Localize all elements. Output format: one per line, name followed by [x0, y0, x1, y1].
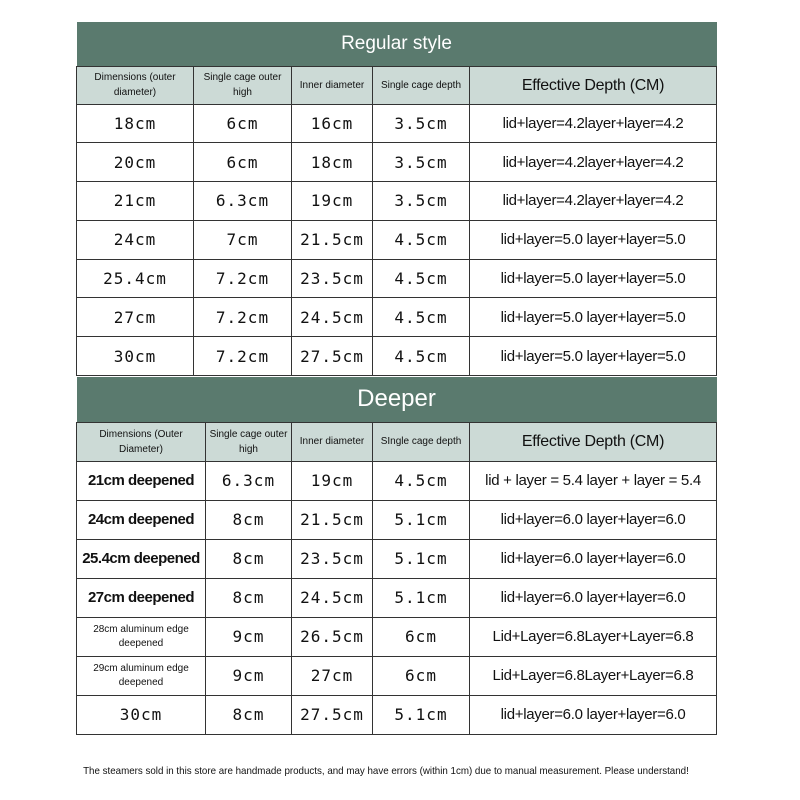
table-row — [77, 337, 717, 376]
table-cell: 8cm — [206, 539, 292, 578]
table-row — [77, 259, 717, 298]
table-row — [77, 104, 717, 143]
table-cell: 25.4cm — [77, 259, 194, 298]
table-cell: 27.5cm — [292, 695, 373, 734]
table-cell: 6cm — [194, 143, 292, 182]
table-cell: 6.3cm — [206, 461, 292, 500]
table-cell: lid+layer=5.0 layer+layer=5.0 — [470, 220, 717, 259]
table-cell: lid+layer=6.0 layer+layer=6.0 — [470, 500, 717, 539]
table-cell: 29cm aluminum edge deepened — [77, 656, 206, 695]
column-header: Dimensions (outer diameter) — [77, 66, 194, 104]
table-cell: 26.5cm — [292, 617, 373, 656]
table-cell: 27.5cm — [292, 337, 373, 376]
table-title: Deeper — [77, 377, 717, 422]
table-cell: 9cm — [206, 617, 292, 656]
table-row — [77, 461, 717, 500]
column-header: Effective Depth (CM) — [470, 422, 717, 461]
table-cell: 21.5cm — [292, 220, 373, 259]
table-cell: 24.5cm — [292, 298, 373, 337]
column-header: Inner diameter — [292, 422, 373, 461]
table-cell: 24.5cm — [292, 578, 373, 617]
table-cell: 20cm — [77, 143, 194, 182]
table-row — [77, 220, 717, 259]
table-row — [77, 500, 717, 539]
footer-note: The steamers sold in this store are handmade products, and may have errors (within 1cm) due to manual measurement. Please understand! — [83, 765, 689, 777]
table-cell: 24cm deepened — [77, 500, 206, 539]
regular-style-table — [76, 22, 717, 376]
table-cell: 3.5cm — [373, 104, 470, 143]
table-cell: 21cm — [77, 182, 194, 221]
table-cell: 4.5cm — [373, 259, 470, 298]
table-cell: Lid+Layer=6.8Layer+Layer=6.8 — [470, 617, 717, 656]
table-cell: lid+layer=4.2layer+layer=4.2 — [470, 143, 717, 182]
table-cell: 6cm — [194, 104, 292, 143]
table-cell: lid+layer=6.0 layer+layer=6.0 — [470, 695, 717, 734]
table-cell: 5.1cm — [373, 695, 470, 734]
table-cell: 7.2cm — [194, 298, 292, 337]
table-cell: 27cm deepened — [77, 578, 206, 617]
table-cell: 23.5cm — [292, 259, 373, 298]
table-row — [77, 143, 717, 182]
column-header: Inner diameter — [292, 66, 373, 104]
table-title: Regular style — [77, 22, 717, 66]
table-cell: 3.5cm — [373, 182, 470, 221]
table-cell: 8cm — [206, 578, 292, 617]
table-cell: 21cm deepened — [77, 461, 206, 500]
column-header: Single cage outer high — [194, 66, 292, 104]
table-cell: 6cm — [373, 617, 470, 656]
table-cell: 27cm — [292, 656, 373, 695]
table-row — [77, 578, 717, 617]
table-cell: 8cm — [206, 500, 292, 539]
table-cell: lid+layer=4.2layer+layer=4.2 — [470, 104, 717, 143]
table-cell: 28cm aluminum edge deepened — [77, 617, 206, 656]
table-row — [77, 539, 717, 578]
table-row — [77, 695, 717, 734]
table-cell: 21.5cm — [292, 500, 373, 539]
table-cell: 7.2cm — [194, 337, 292, 376]
table-cell: 18cm — [77, 104, 194, 143]
table-cell: 19cm — [292, 461, 373, 500]
table-row — [77, 656, 717, 695]
table-cell: 4.5cm — [373, 220, 470, 259]
table-cell: 30cm — [77, 695, 206, 734]
column-header: SIngle cage depth — [373, 422, 470, 461]
table-cell: 18cm — [292, 143, 373, 182]
table-cell: 23.5cm — [292, 539, 373, 578]
table-cell: 5.1cm — [373, 539, 470, 578]
table-cell: lid+layer=5.0 layer+layer=5.0 — [470, 337, 717, 376]
table-cell: 5.1cm — [373, 578, 470, 617]
table-cell: 3.5cm — [373, 143, 470, 182]
table-cell: 24cm — [77, 220, 194, 259]
header-row — [77, 66, 717, 104]
table-cell: 6.3cm — [194, 182, 292, 221]
table-row — [77, 182, 717, 221]
table-cell: 8cm — [206, 695, 292, 734]
table-cell: lid+layer=6.0 layer+layer=6.0 — [470, 578, 717, 617]
deeper-table — [76, 377, 717, 735]
column-header: Single cage depth — [373, 66, 470, 104]
table-cell: 4.5cm — [373, 298, 470, 337]
table-cell: 25.4cm deepened — [77, 539, 206, 578]
table-cell: 27cm — [77, 298, 194, 337]
table-cell: 4.5cm — [373, 337, 470, 376]
table-row — [77, 298, 717, 337]
table-cell: lid+layer=4.2layer+layer=4.2 — [470, 182, 717, 221]
column-header: Effective Depth (CM) — [470, 66, 717, 104]
table-cell: 5.1cm — [373, 500, 470, 539]
table-row — [77, 617, 717, 656]
table-cell: 7.2cm — [194, 259, 292, 298]
table-cell: lid+layer=5.0 layer+layer=5.0 — [470, 298, 717, 337]
table-cell: 16cm — [292, 104, 373, 143]
header-row — [77, 422, 717, 461]
table-cell: 7cm — [194, 220, 292, 259]
table-cell: 30cm — [77, 337, 194, 376]
table-cell: Lid+Layer=6.8Layer+Layer=6.8 — [470, 656, 717, 695]
column-header: Dimensions (Outer Diameter) — [77, 422, 206, 461]
table-cell: 6cm — [373, 656, 470, 695]
table-cell: lid + layer = 5.4 layer + layer = 5.4 — [470, 461, 717, 500]
table-cell: 4.5cm — [373, 461, 470, 500]
table-cell: 19cm — [292, 182, 373, 221]
table-cell: lid+layer=6.0 layer+layer=6.0 — [470, 539, 717, 578]
column-header: Single cage outer high — [206, 422, 292, 461]
table-cell: lid+layer=5.0 layer+layer=5.0 — [470, 259, 717, 298]
table-cell: 9cm — [206, 656, 292, 695]
